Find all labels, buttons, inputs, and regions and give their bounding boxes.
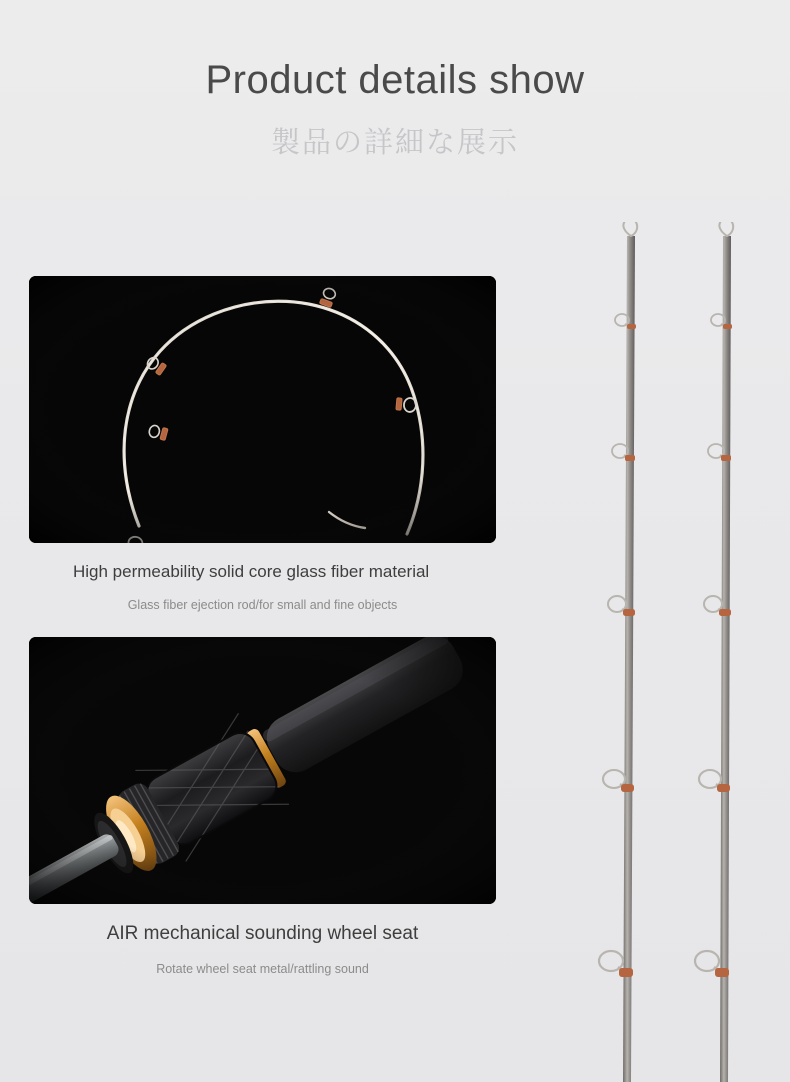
reel-seat-photo <box>29 637 496 904</box>
detail-card <box>29 276 496 613</box>
detail-cards-column <box>29 276 496 995</box>
page-title: Product details show <box>205 58 585 102</box>
page-subtitle: 製品の詳細な展示 <box>270 127 519 159</box>
rod-blanks-svg <box>540 222 790 1082</box>
card-caption-main: High permeability solid core glass fiber material <box>73 562 430 581</box>
detail-card <box>29 637 496 977</box>
rod-blanks-illustration <box>540 222 790 1082</box>
reel-seat-illustration <box>29 637 496 904</box>
card-caption-main: AIR mechanical sounding wheel seat <box>106 923 419 945</box>
glass-fiber-rod-tip-photo <box>29 276 496 543</box>
card-caption-sub: Glass fiber ejection rod/for small and fine objects <box>127 598 398 613</box>
page-header <box>0 0 790 160</box>
card-caption-sub: Rotate wheel seat metal/rattling sound <box>156 962 369 976</box>
glass-fiber-illustration <box>29 276 496 543</box>
rod-blank-b <box>695 222 733 1082</box>
rod-blank-a <box>599 222 637 1082</box>
